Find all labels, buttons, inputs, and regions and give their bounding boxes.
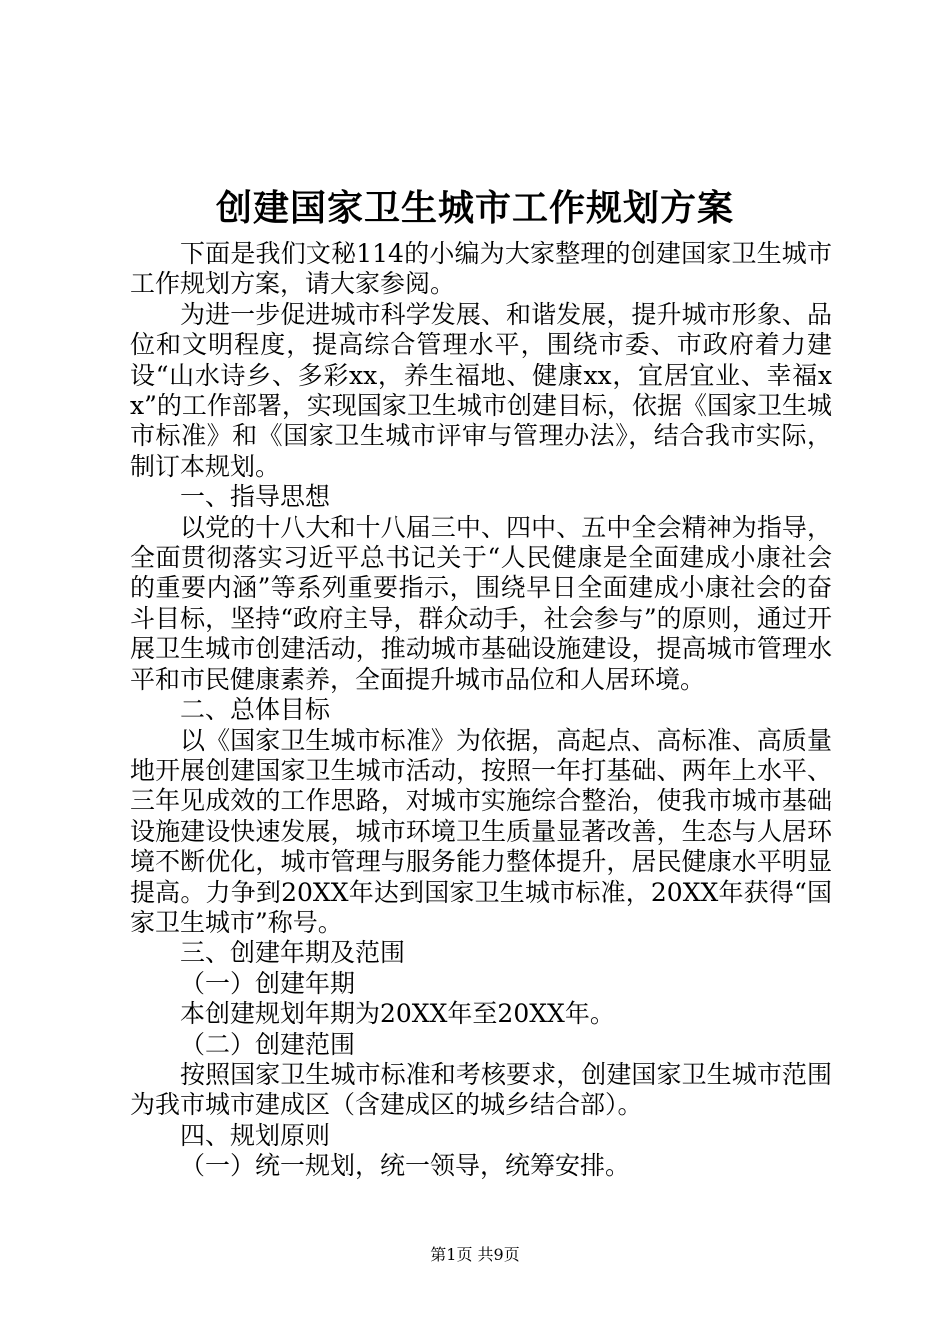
heading-overall-goals: 二、总体目标 xyxy=(180,695,331,725)
paragraph-period: 本创建规划年期为20XX年至20XX年。 xyxy=(180,999,615,1029)
paragraph-preamble: 为进一步促进城市科学发展、和谐发展，提升城市形象、品位和文明程度，提高综合管理水平，围绕市委、市政府着力建设“山水诗乡、多彩xx，养生福地、健康xx，宜居宜业、幸福xx”的工作部署，实现国家卫生城市创建目标，依据《国家卫生城市标准》和《国家卫生城市评审与管理办法》，结合我市实际，制订本规划。 xyxy=(130,299,832,481)
heading-planning-principles: 四、规划原则 xyxy=(180,1120,331,1150)
subheading-period: （一）创建年期 xyxy=(180,968,356,998)
paragraph-scope: 按照国家卫生城市标准和考核要求，创建国家卫生城市范围为我市城市建成区（含建成区的城乡结合部）。 xyxy=(130,1059,832,1120)
heading-period-and-scope: 三、创建年期及范围 xyxy=(180,938,406,968)
paragraph-overall-goals: 以《国家卫生城市标准》为依据，高起点、高标准、高质量地开展创建国家卫生城市活动，按照一年打基础、两年上水平、三年见成效的工作思路，对城市实施综合整治，使我市城市基础设施建设快速发展，城市环境卫生质量显著改善，生态与人居环境不断优化，城市管理与服务能力整体提升，居民健康水平明显提高。力争到20XX年达到国家卫生城市标准，20XX年获得“国家卫生城市”称号。 xyxy=(130,725,832,937)
subheading-principle-1: （一）统一规划，统一领导，统筹安排。 xyxy=(180,1151,631,1181)
paragraph-intro: 下面是我们文秘114的小编为大家整理的创建国家卫生城市工作规划方案，请大家参阅。 xyxy=(130,239,832,299)
subheading-scope: （二）创建范围 xyxy=(180,1029,356,1059)
document-title: 创建国家卫生城市工作规划方案 xyxy=(215,187,734,229)
page-number-footer: 第1页 共9页 xyxy=(430,1245,520,1264)
document-body xyxy=(130,239,832,1182)
heading-guiding-ideology: 一、指导思想 xyxy=(180,482,331,512)
paragraph-guiding-ideology: 以党的十八大和十八届三中、四中、五中全会精神为指导，全面贯彻落实习近平总书记关于“人民健康是全面建成小康社会的重要内涵”等系列重要指示，围绕早日全面建成小康社会的奋斗目标，坚持“政府主导，群众动手，社会参与”的原则，通过开展卫生城市创建活动，推动城市基础设施建设，提高城市管理水平和市民健康素养，全面提升城市品位和人居环境。 xyxy=(130,512,832,694)
